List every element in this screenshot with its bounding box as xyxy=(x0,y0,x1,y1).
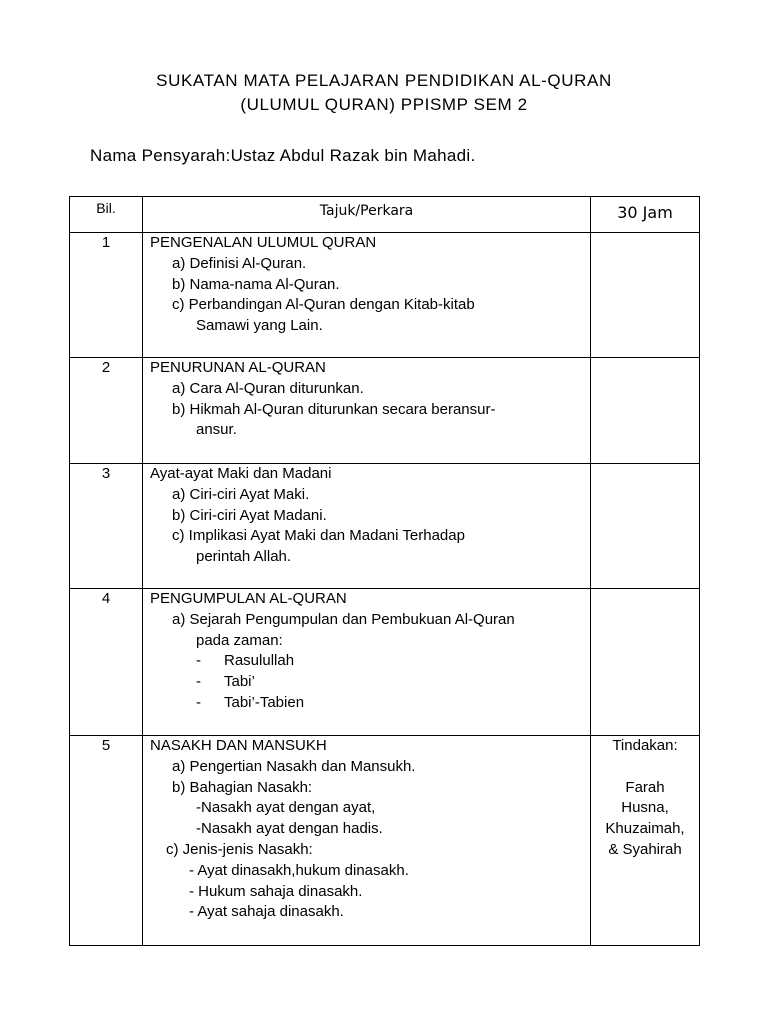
row-item: -Nasakh ayat dengan hadis. xyxy=(196,820,383,838)
row-content xyxy=(143,464,591,589)
row-action xyxy=(591,736,700,946)
row-number: 4 xyxy=(70,589,143,736)
document-title-line1: SUKATAN MATA PELAJARAN PENDIDIKAN AL-QURAN xyxy=(156,71,612,90)
table-row xyxy=(70,358,700,464)
dash-item: - Tabi’-Tabien xyxy=(196,693,305,711)
syllabus-table xyxy=(69,196,700,946)
row-number: 3 xyxy=(70,464,143,589)
row-title: Ayat-ayat Maki dan Madani xyxy=(150,465,332,482)
row-title: PENGUMPULAN AL-QURAN xyxy=(150,590,347,607)
lecturer-name: Nama Pensyarah:Ustaz Abdul Razak bin Mahadi. xyxy=(90,146,476,165)
action-name: Farah xyxy=(625,778,665,796)
dash-item: - Tabi’ xyxy=(196,673,255,691)
header-bil: Bil. xyxy=(70,197,143,233)
row-item: - Hukum sahaja dinasakh. xyxy=(189,882,363,900)
row-item: c) Implikasi Ayat Maki dan Madani Terhadap xyxy=(172,527,465,545)
row-item: a) Ciri-ciri Ayat Maki. xyxy=(172,485,310,503)
dash-item: - Rasulullah xyxy=(196,652,295,670)
table-row xyxy=(70,464,700,589)
action-name: Khuzaimah, xyxy=(605,820,685,838)
row-content xyxy=(143,589,591,736)
row-hours xyxy=(591,589,700,736)
row-hours xyxy=(591,233,700,358)
row-hours xyxy=(591,464,700,589)
row-number: 5 xyxy=(70,736,143,946)
row-item: - Ayat sahaja dinasakh. xyxy=(189,903,344,921)
row-number: 2 xyxy=(70,358,143,464)
row-number: 1 xyxy=(70,233,143,358)
row-content xyxy=(143,233,591,358)
row-item: c) Perbandingan Al-Quran dengan Kitab-kitab xyxy=(172,296,475,314)
row-item: ansur. xyxy=(196,421,237,439)
action-name: & Syahirah xyxy=(608,840,682,858)
row-title: PENGENALAN ULUMUL QURAN xyxy=(150,234,377,251)
row-item: perintah Allah. xyxy=(196,548,292,566)
header-hours: 30 Jam xyxy=(591,197,700,233)
action-name: Husna, xyxy=(621,799,669,817)
row-item: b) Hikmah Al-Quran diturunkan secara beransur- xyxy=(172,400,496,418)
row-item: b) Nama-nama Al-Quran. xyxy=(172,275,340,293)
row-title: NASAKH DAN MANSUKH xyxy=(150,737,327,754)
row-item: a) Pengertian Nasakh dan Mansukh. xyxy=(172,757,416,775)
row-item: - Ayat dinasakh,hukum dinasakh. xyxy=(189,861,409,879)
action-spacer xyxy=(591,757,699,778)
row-item: a) Definisi Al-Quran. xyxy=(172,254,307,272)
row-content xyxy=(143,358,591,464)
row-item: a) Cara Al-Quran diturunkan. xyxy=(172,379,364,397)
row-hours xyxy=(591,358,700,464)
table-row xyxy=(70,233,700,358)
row-item: c) Jenis-jenis Nasakh: xyxy=(166,840,313,858)
row-item: b) Bahagian Nasakh: xyxy=(172,778,313,796)
table-row xyxy=(70,736,700,946)
row-item: Samawi yang Lain. xyxy=(196,317,323,335)
row-title: PENURUNAN AL-QURAN xyxy=(150,359,326,376)
table-header-row xyxy=(70,197,700,233)
action-label: Tindakan: xyxy=(612,737,678,754)
header-tajuk: Tajuk/Perkara xyxy=(143,197,591,233)
row-content xyxy=(143,736,591,946)
row-item: a) Sejarah Pengumpulan dan Pembukuan Al-Quran xyxy=(172,610,515,628)
table-row xyxy=(70,589,700,736)
row-item: pada zaman: xyxy=(196,631,283,649)
document-title-line2: (ULUMUL QURAN) PPISMP SEM 2 xyxy=(240,95,528,114)
row-item: b) Ciri-ciri Ayat Madani. xyxy=(172,506,327,524)
row-item: -Nasakh ayat dengan ayat, xyxy=(196,799,376,817)
